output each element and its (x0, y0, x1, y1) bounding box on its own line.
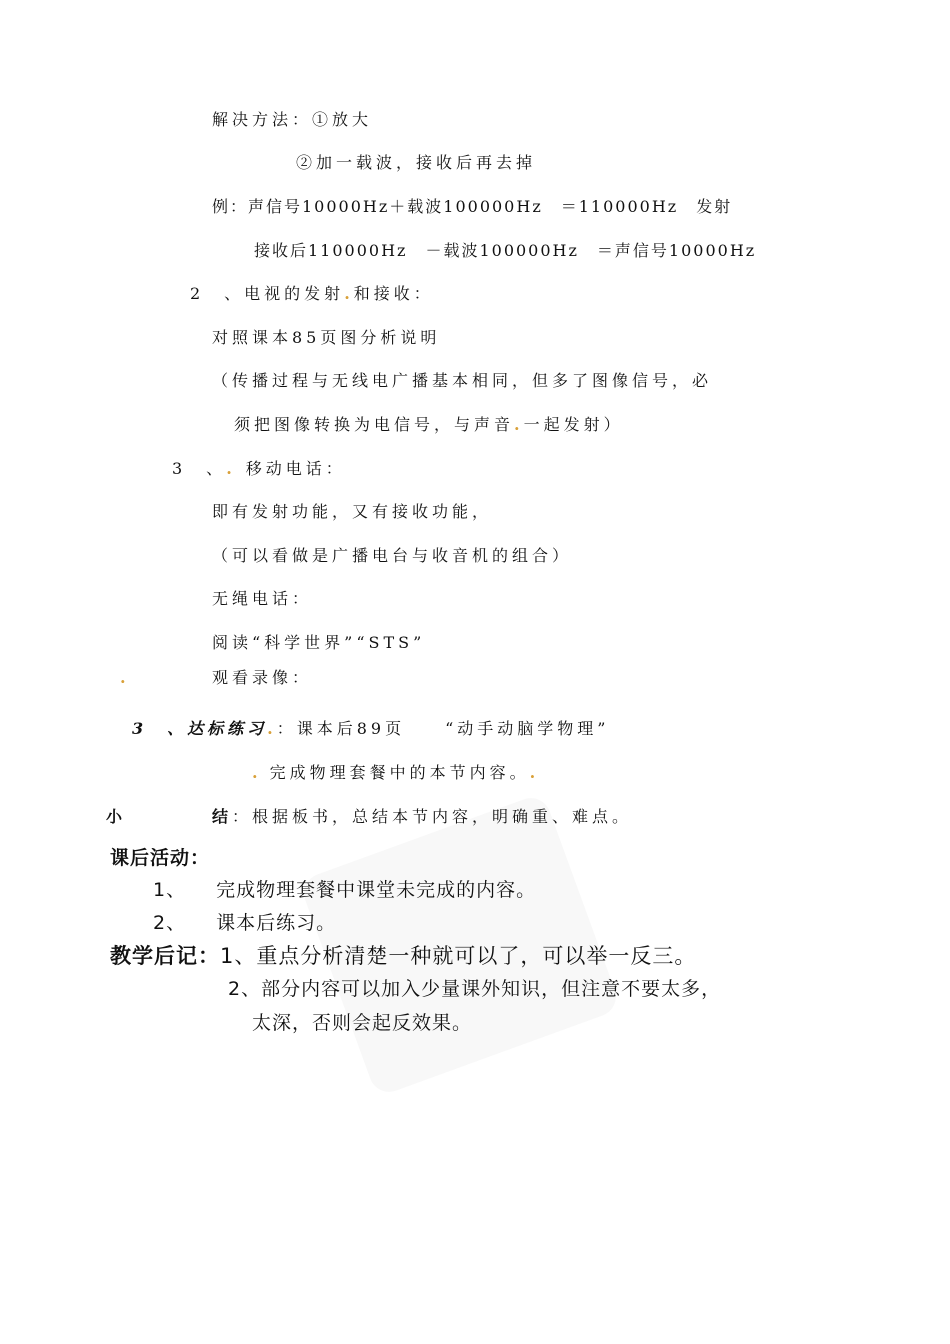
text-line: 2 、电视的发射.和接收： (190, 284, 434, 303)
text-line: 2、部分内容可以加入少量课外知识，但注意不要太多， (228, 978, 722, 1000)
text-line: 3 、达标练习.：课本后89页 “动手动脑学物理” (132, 719, 610, 738)
text-line: 教学后记：1、重点分析清楚一种就可以了，可以举一反三。 (110, 944, 697, 968)
text-line: 太深，否则会起反效果。 (252, 1012, 473, 1034)
text-line: 即有发射功能，又有接收功能， (212, 502, 493, 521)
text-line: 阅读“科学世界”“STS” (212, 633, 426, 652)
text-line: 须把图像转换为电信号，与声音.一起发射） (234, 415, 624, 434)
text-line: . (120, 668, 130, 687)
text-line: . 完成物理套餐中的本节内容。. (252, 763, 540, 782)
text-line: 小 (106, 807, 127, 826)
section-heading: 课后活动： (110, 847, 211, 869)
text-line: 例：声信号10000Hz＋载波100000Hz ＝110000Hz 发射 (212, 197, 733, 216)
text-line: 结：根据板书，总结本节内容，明确重、难点。 (212, 807, 633, 826)
text-line: 1、 完成物理套餐中课堂未完成的内容。 (153, 879, 537, 901)
text-line: 2、 课本后练习。 (153, 912, 337, 934)
text-line: （可以看做是广播电台与收音机的组合） (212, 546, 573, 565)
text-line: （传播过程与无线电广播基本相同，但多了图像信号，必 (212, 371, 713, 390)
text-line: 观看录像： (212, 668, 313, 687)
text-line: ②加一载波，接收后再去掉 (296, 153, 537, 172)
text-line: 3 、. 移动电话： (172, 459, 346, 478)
text-line: 接收后110000Hz －载波100000Hz ＝声信号10000Hz (254, 241, 757, 260)
text-line: 解决方法：①放大 (212, 110, 373, 129)
text-line: 无绳电话： (212, 589, 313, 608)
text-line: 对照课本85页图分析说明 (212, 328, 441, 347)
